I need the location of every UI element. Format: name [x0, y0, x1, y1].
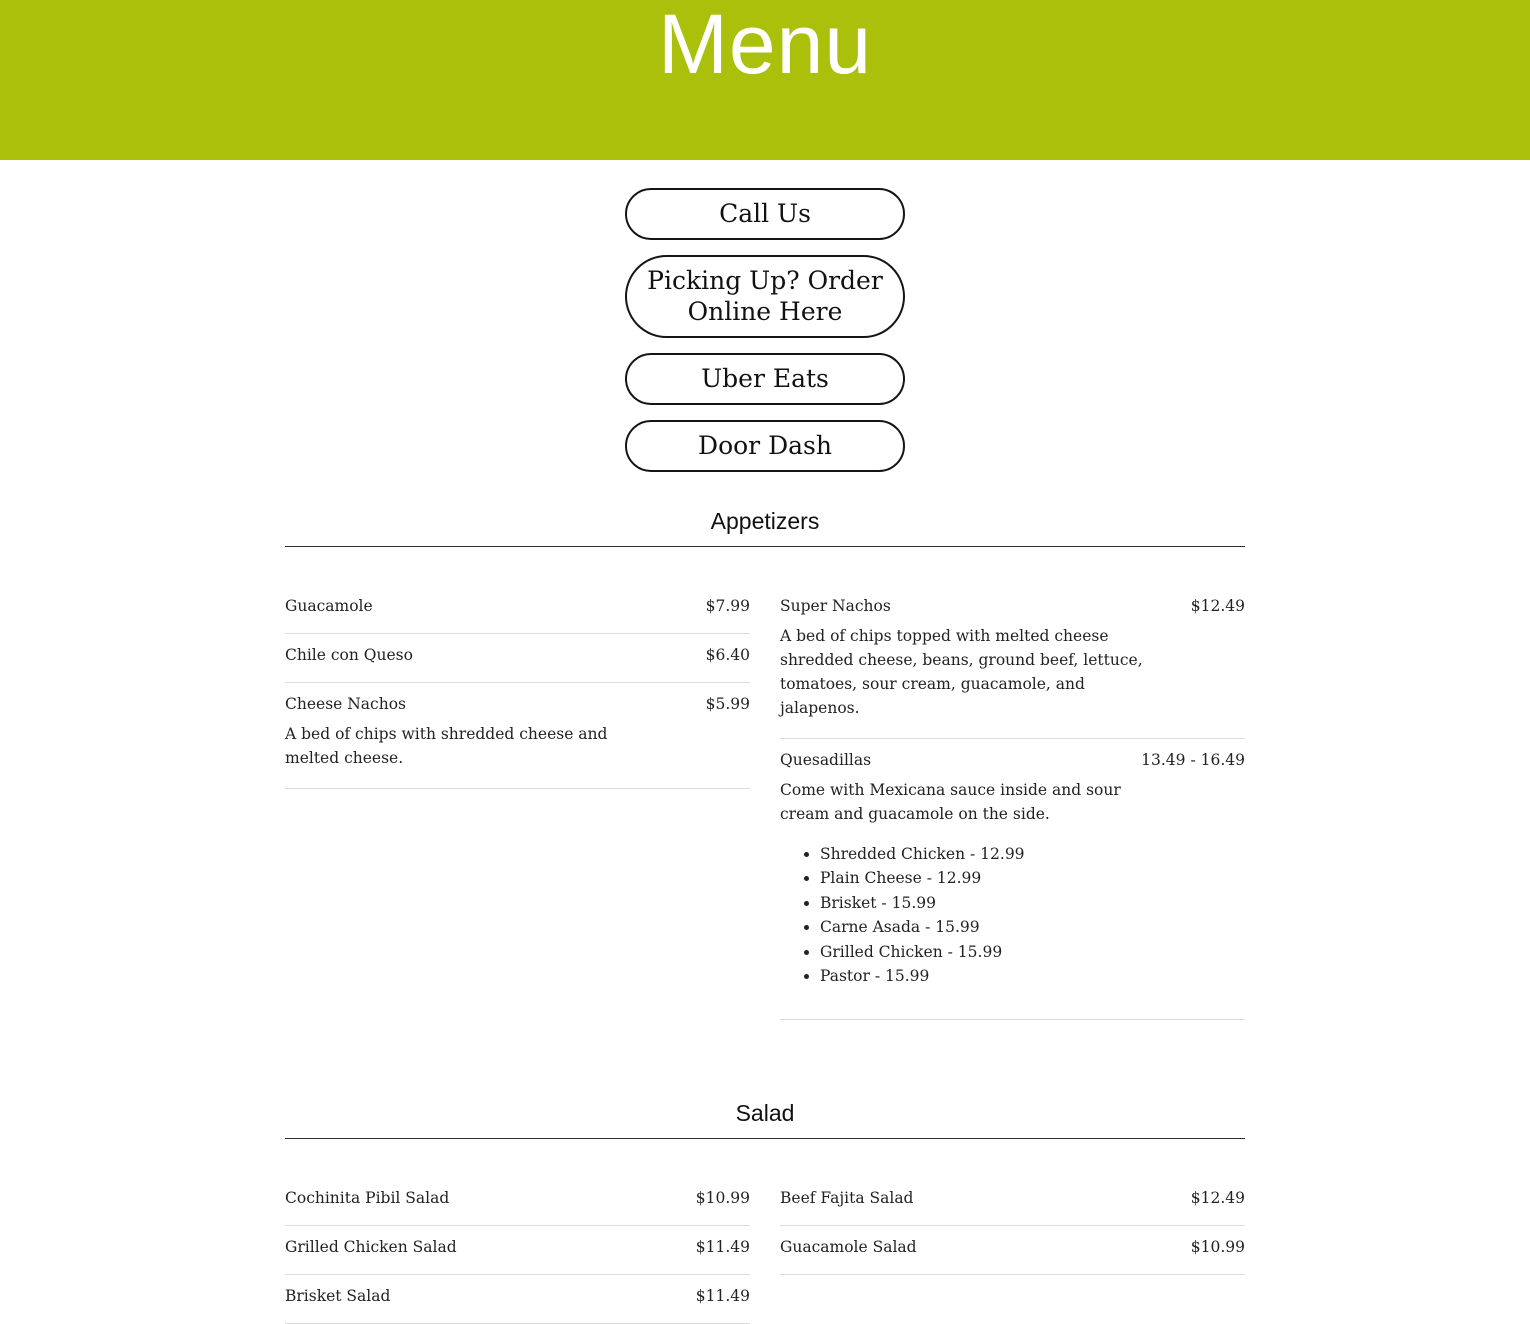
section-columns	[285, 547, 1245, 1020]
menu-section-appetizers	[285, 508, 1245, 1020]
divider	[285, 788, 750, 789]
page-header	[0, 0, 1530, 160]
menu-item	[285, 1275, 750, 1324]
menu-section-salad	[285, 1100, 1245, 1324]
item-name: Super Nachos	[780, 596, 891, 615]
page-title: Menu	[657, 0, 873, 91]
item-price: $11.49	[695, 1237, 750, 1256]
item-price: $5.99	[705, 694, 750, 713]
item-head	[285, 1238, 750, 1256]
item-head	[285, 597, 750, 615]
item-option: • Brisket - 15.99	[820, 891, 1245, 915]
left-column	[285, 587, 750, 789]
menu-item	[780, 1226, 1245, 1275]
section-title: Salad	[285, 1100, 1245, 1139]
order-online-button[interactable]: Picking Up? Order Online Here	[625, 255, 905, 338]
divider	[780, 1019, 1245, 1020]
right-column	[780, 587, 1245, 1020]
item-head	[780, 1189, 1245, 1207]
call-us-button[interactable]: Call Us	[625, 188, 905, 240]
item-head	[285, 646, 750, 664]
item-price: $12.49	[1190, 1188, 1245, 1207]
item-head	[780, 597, 1245, 615]
item-option: • Shredded Chicken - 12.99	[820, 842, 1245, 866]
item-options	[780, 842, 1245, 989]
item-description: A bed of chips with shredded cheese and melted cheese.	[285, 724, 608, 767]
item-description: Come with Mexicana sauce inside and sour cream and guacamole on the side.	[780, 780, 1121, 823]
uber-eats-button[interactable]: Uber Eats	[625, 353, 905, 405]
item-price: $6.40	[705, 645, 750, 664]
item-price: $12.49	[1190, 596, 1245, 615]
item-price: $10.99	[695, 1188, 750, 1207]
item-head	[780, 1238, 1245, 1256]
divider	[285, 1323, 750, 1324]
item-name: Quesadillas	[780, 750, 872, 769]
item-head	[285, 1189, 750, 1207]
item-option: • Grilled Chicken - 15.99	[820, 940, 1245, 964]
menu-item	[285, 1179, 750, 1226]
item-head	[285, 1287, 750, 1305]
action-buttons	[0, 188, 1530, 472]
item-price: $7.99	[705, 596, 750, 615]
menu-item	[285, 587, 750, 634]
item-name: Grilled Chicken Salad	[285, 1237, 457, 1256]
divider	[780, 1274, 1245, 1275]
section-title: Appetizers	[285, 508, 1245, 547]
item-description: A bed of chips topped with melted cheese shredded cheese, beans, ground beef, lettuce, tomatoes, sour cream, guacamole, and jalapenos.	[780, 626, 1143, 717]
item-name: Guacamole	[285, 596, 373, 615]
right-column	[780, 1179, 1245, 1275]
item-name: Cheese Nachos	[285, 694, 406, 713]
item-name: Brisket Salad	[285, 1286, 391, 1305]
menu	[285, 508, 1245, 1324]
menu-item	[285, 1226, 750, 1275]
item-option: • Carne Asada - 15.99	[820, 915, 1245, 939]
item-option: • Pastor - 15.99	[820, 964, 1245, 988]
door-dash-button[interactable]: Door Dash	[625, 420, 905, 472]
menu-item	[285, 634, 750, 683]
item-name: Cochinita Pibil Salad	[285, 1188, 450, 1207]
item-price: $11.49	[695, 1286, 750, 1305]
item-price: 13.49 - 16.49	[1141, 750, 1245, 769]
menu-item	[285, 683, 750, 789]
section-columns	[285, 1139, 1245, 1324]
menu-item	[780, 739, 1245, 1020]
item-head	[285, 695, 750, 713]
menu-item	[780, 587, 1245, 739]
item-option: • Plain Cheese - 12.99	[820, 866, 1245, 890]
item-name: Chile con Queso	[285, 645, 413, 664]
item-name: Guacamole Salad	[780, 1237, 917, 1256]
item-name: Beef Fajita Salad	[780, 1188, 914, 1207]
left-column	[285, 1179, 750, 1324]
menu-item	[780, 1179, 1245, 1226]
item-head	[780, 751, 1245, 769]
item-price: $10.99	[1190, 1237, 1245, 1256]
